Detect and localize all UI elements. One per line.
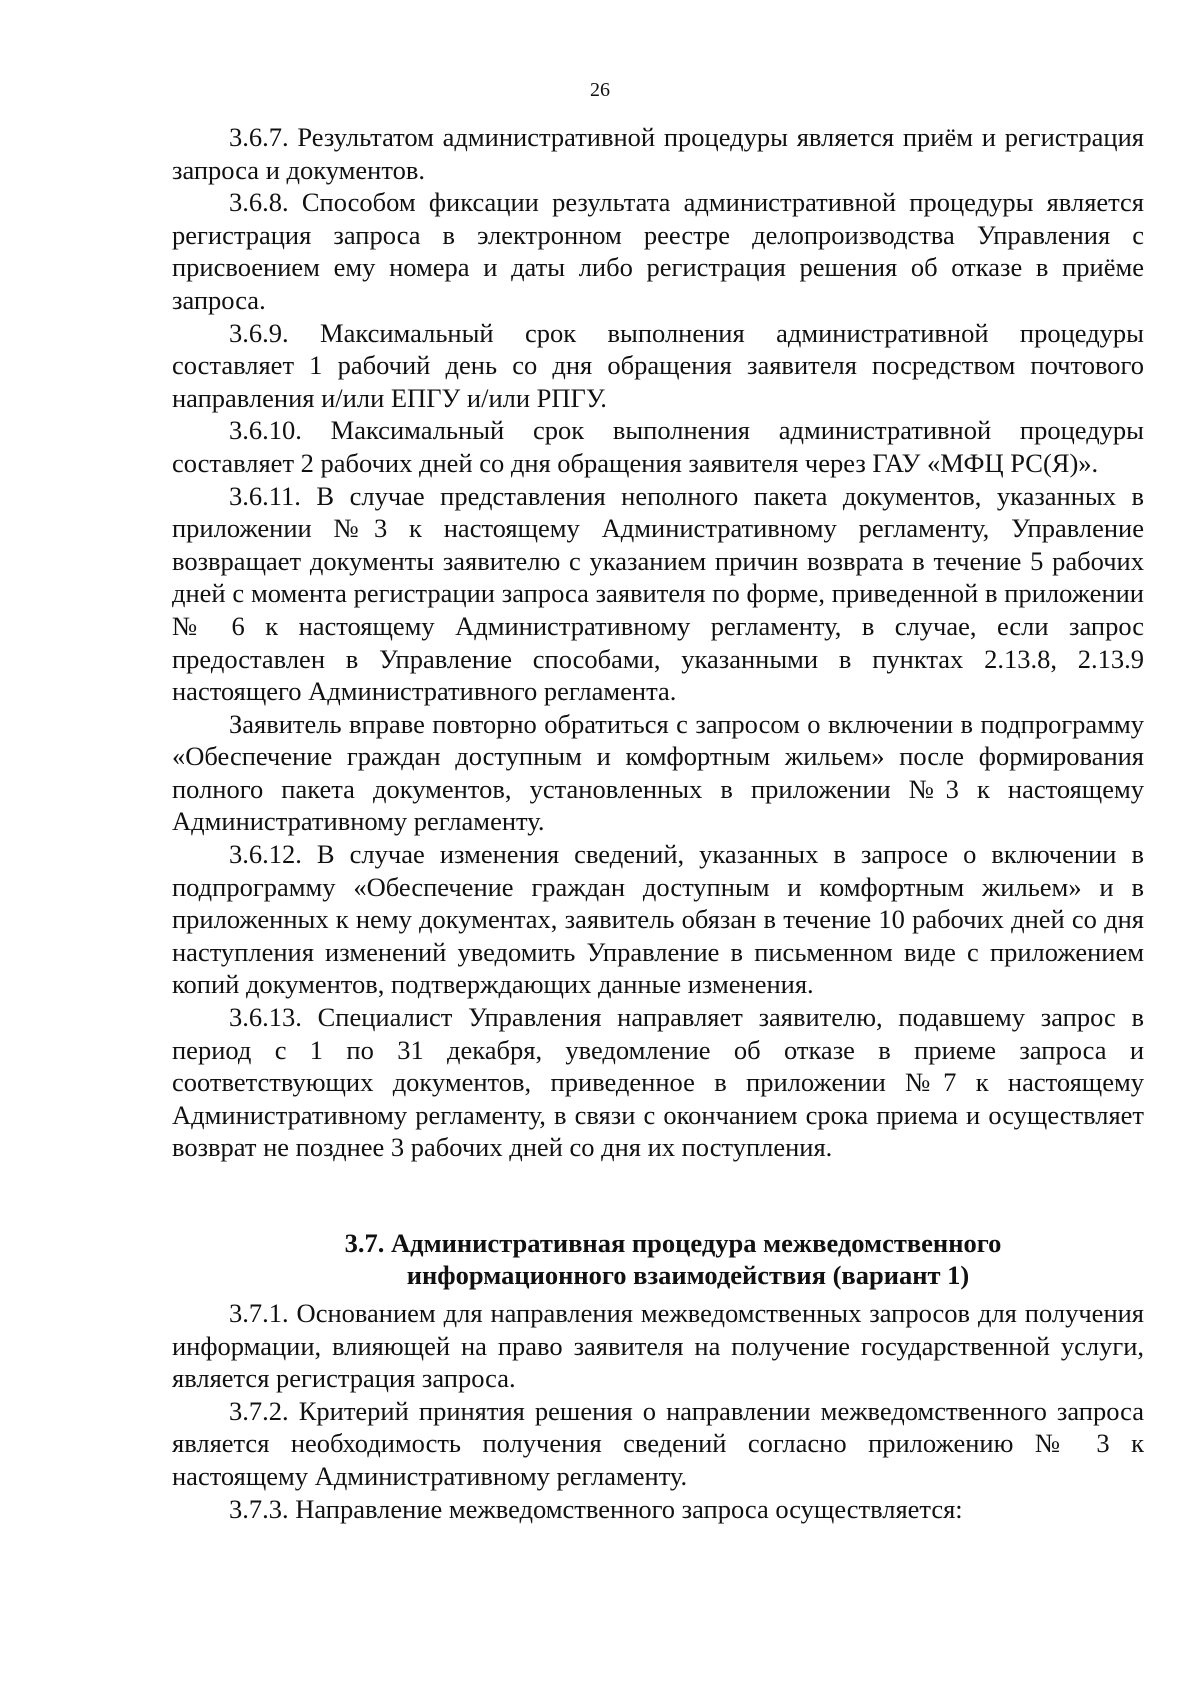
paragraph-3-6-11: 3.6.11. В случае представления неполного пакета документов, указанных в приложении №3 к настоящему Административному регламенту, Управление возвращает документы заявителю с указанием причин возврата в течение 5 рабочих дней с момента регистрации запроса заявителя по форме, приведенной в приложении № 6 к настоящему Административному регламенту, в случае, если запрос предоставлен в Управление способами, указанными в пунктах 2.13.8, 2.13.9 настоящего Административного регламента. xyxy=(172,480,1144,707)
paragraph-3-7-1: 3.7.1. Основанием для направления межведомственных запросов для получения информации, влияющей на право заявителя на получение государственной услуги, является регистрация запроса. xyxy=(172,1298,1144,1394)
paragraph-3-6-8: 3.6.8. Способом фиксации результата административной процедуры является регистрация запроса в электронном реестре делопроизводства Управления с присвоением ему номера и даты либо регистрация решения об отказе в приёме запроса. xyxy=(172,187,1144,315)
paragraph-3-6-13: 3.6.13. Специалист Управления направляет заявителю, подавшему запрос в период с 1 по 31 декабря, уведомление об отказе в приеме запроса и соответствующих документов, приведенное в приложении №7 к настоящему Административному регламенту, в связи с окончанием срока приема и осуществляет возврат не позднее 3 рабочих дней со дня их поступления. xyxy=(172,1002,1144,1163)
section-heading-line-1: 3.7. Административная процедура межведомственного xyxy=(344,1228,1002,1258)
section-heading-line-2: информационного взаимодействия (вариант 1) xyxy=(406,1260,970,1290)
page-number: 26 xyxy=(590,79,610,101)
paragraph-reapply: Заявитель вправе повторно обратиться с запросом о включении в подпрограмму «Обеспечение граждан доступным и комфортным жильем» после формирования полного пакета документов, установленных в приложении №3 к настоящему Административному регламенту. xyxy=(172,708,1144,837)
section-heading-3-7 xyxy=(172,1227,1144,1291)
paragraphs-after-heading xyxy=(172,1297,1144,1525)
paragraph-3-6-9: 3.6.9. Максимальный срок выполнения административной процедуры составляет 1 рабочий день со дня обращения заявителя посредством почтового направления и/или ЕПГУ и/или РПГУ. xyxy=(172,317,1144,413)
paragraphs-before-heading xyxy=(172,121,1144,1164)
paragraph-3-6-10: 3.6.10. Максимальный срок выполнения административной процедуры составляет 2 рабочих дней со дня обращения заявителя через ГАУ «МФЦ РС(Я)». xyxy=(172,415,1144,478)
paragraph-3-6-7: 3.6.7. Результатом административной процедуры является приём и регистрация запроса и документов. xyxy=(172,122,1144,185)
paragraph-3-7-3: 3.7.3. Направление межведомственного запроса осуществляется: xyxy=(229,1493,963,1524)
paragraph-3-6-12: 3.6.12. В случае изменения сведений, указанных в запросе о включении в подпрограмму «Обеспечение граждан доступным и комфортным жильем» и в приложенных к нему документах, заявитель обязан в течение 10 рабочих дней со дня наступления изменений уведомить Управление в письменном виде с приложением копий документов, подтверждающих данные изменения. xyxy=(172,839,1144,1000)
paragraph-3-7-2: 3.7.2. Критерий принятия решения о направлении межведомственного запроса является необходимость получения сведений согласно приложению № 3 к настоящему Административному регламенту. xyxy=(172,1395,1144,1491)
